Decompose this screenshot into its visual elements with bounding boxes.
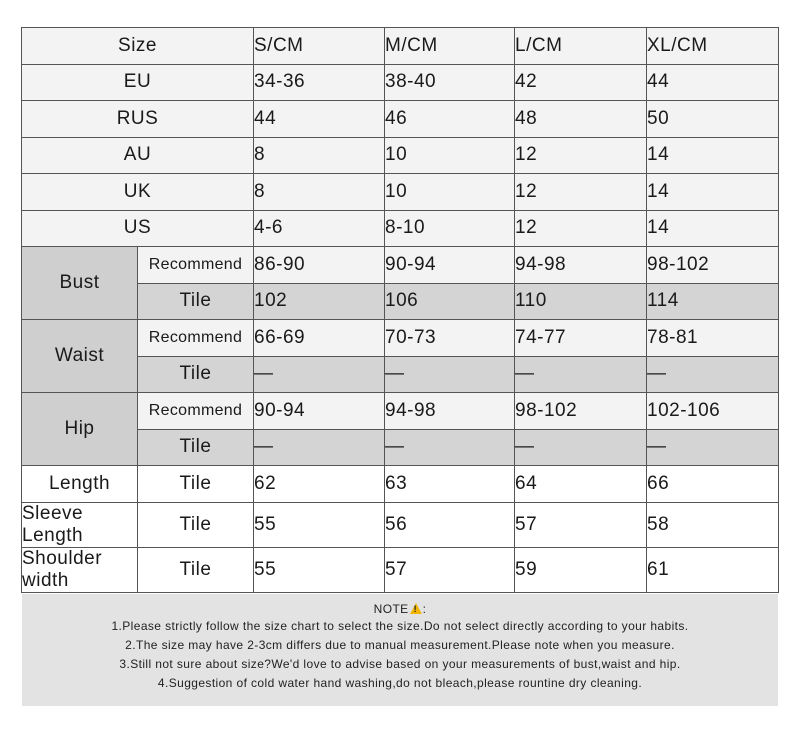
cell: 58 [647,502,779,547]
group-label-waist: Waist [22,320,138,393]
region-label: EU [22,64,254,101]
cell: 110 [515,283,647,320]
cell: — [515,429,647,466]
cell: 66 [647,466,779,503]
cell: 46 [385,101,515,138]
header-s: S/CM [254,28,385,65]
note-title: NOTE [373,602,409,616]
header-l: L/CM [515,28,647,65]
row-bust-recommend [22,247,779,284]
cell: — [385,429,515,466]
note-title-suffix: : [422,602,427,616]
cell: 12 [515,210,647,247]
cell: 63 [385,466,515,503]
region-label: RUS [22,101,254,138]
row-shoulder-width [22,547,779,592]
row-rus [22,101,779,138]
cell: 8 [254,137,385,174]
cell: 94-98 [385,393,515,430]
row-waist-recommend [22,320,779,357]
cell: 78-81 [647,320,779,357]
row-hip-recommend [22,393,779,430]
warning-icon [410,603,422,614]
header-row [22,28,779,65]
row-eu [22,64,779,101]
cell: 57 [385,547,515,592]
sub-label-tile: Tile [138,356,254,393]
cell: 8 [254,174,385,211]
cell: 55 [254,547,385,592]
label-sleeve-length: Sleeve Length [22,502,138,547]
region-label: US [22,210,254,247]
label-length: Length [22,466,138,503]
cell: 44 [647,64,779,101]
cell: 8-10 [385,210,515,247]
cell: 70-73 [385,320,515,357]
cell: 106 [385,283,515,320]
sub-label-recommend: Recommend [138,247,254,284]
note-line: 2.The size may have 2-3cm differs due to manual measurement.Please note when you measure. [125,638,675,652]
cell: 102-106 [647,393,779,430]
size-chart-table [21,27,779,593]
cell: 56 [385,502,515,547]
header-m: M/CM [385,28,515,65]
cell: — [515,356,647,393]
sub-label-tile: Tile [138,429,254,466]
note-line: 3.Still not sure about size?We'd love to advise based on your measurements of bust,waist and hip. [119,657,681,671]
cell: 34-36 [254,64,385,101]
group-label-bust: Bust [22,247,138,320]
sub-label-tile: Tile [138,466,254,503]
cell: 114 [647,283,779,320]
sub-label-tile: Tile [138,547,254,592]
cell: 38-40 [385,64,515,101]
row-sleeve-length [22,502,779,547]
cell: 10 [385,137,515,174]
cell: 62 [254,466,385,503]
row-us [22,210,779,247]
header-size: Size [22,28,254,65]
cell: 90-94 [385,247,515,284]
cell: 14 [647,210,779,247]
row-au [22,137,779,174]
cell: 14 [647,137,779,174]
cell: 66-69 [254,320,385,357]
cell: 55 [254,502,385,547]
note-line: 4.Suggestion of cold water hand washing,do not bleach,please rountine dry cleaning. [157,676,643,690]
cell: 50 [647,101,779,138]
cell: 14 [647,174,779,211]
region-label: UK [22,174,254,211]
note-box [22,594,778,706]
cell: — [254,429,385,466]
sub-label-recommend: Recommend [138,393,254,430]
cell: 98-102 [647,247,779,284]
note-title-line [22,602,778,617]
sub-label-tile: Tile [138,502,254,547]
cell: 57 [515,502,647,547]
cell: 98-102 [515,393,647,430]
row-uk [22,174,779,211]
cell: 90-94 [254,393,385,430]
cell: 12 [515,137,647,174]
note-line: 1.Please strictly follow the size chart to select the size.Do not select directly according to your habits. [111,619,689,633]
cell: 12 [515,174,647,211]
label-shoulder-width: Shoulder width [22,547,138,592]
cell: 4-6 [254,210,385,247]
cell: 74-77 [515,320,647,357]
row-length [22,466,779,503]
cell: 61 [647,547,779,592]
cell: 64 [515,466,647,503]
cell: 59 [515,547,647,592]
sub-label-recommend: Recommend [138,320,254,357]
cell: 48 [515,101,647,138]
cell: — [647,429,779,466]
group-label-hip: Hip [22,393,138,466]
sub-label-tile: Tile [138,283,254,320]
region-label: AU [22,137,254,174]
cell: 44 [254,101,385,138]
cell: — [385,356,515,393]
cell: 86-90 [254,247,385,284]
cell: 10 [385,174,515,211]
header-xl: XL/CM [647,28,779,65]
cell: — [647,356,779,393]
cell: — [254,356,385,393]
cell: 102 [254,283,385,320]
cell: 94-98 [515,247,647,284]
cell: 42 [515,64,647,101]
